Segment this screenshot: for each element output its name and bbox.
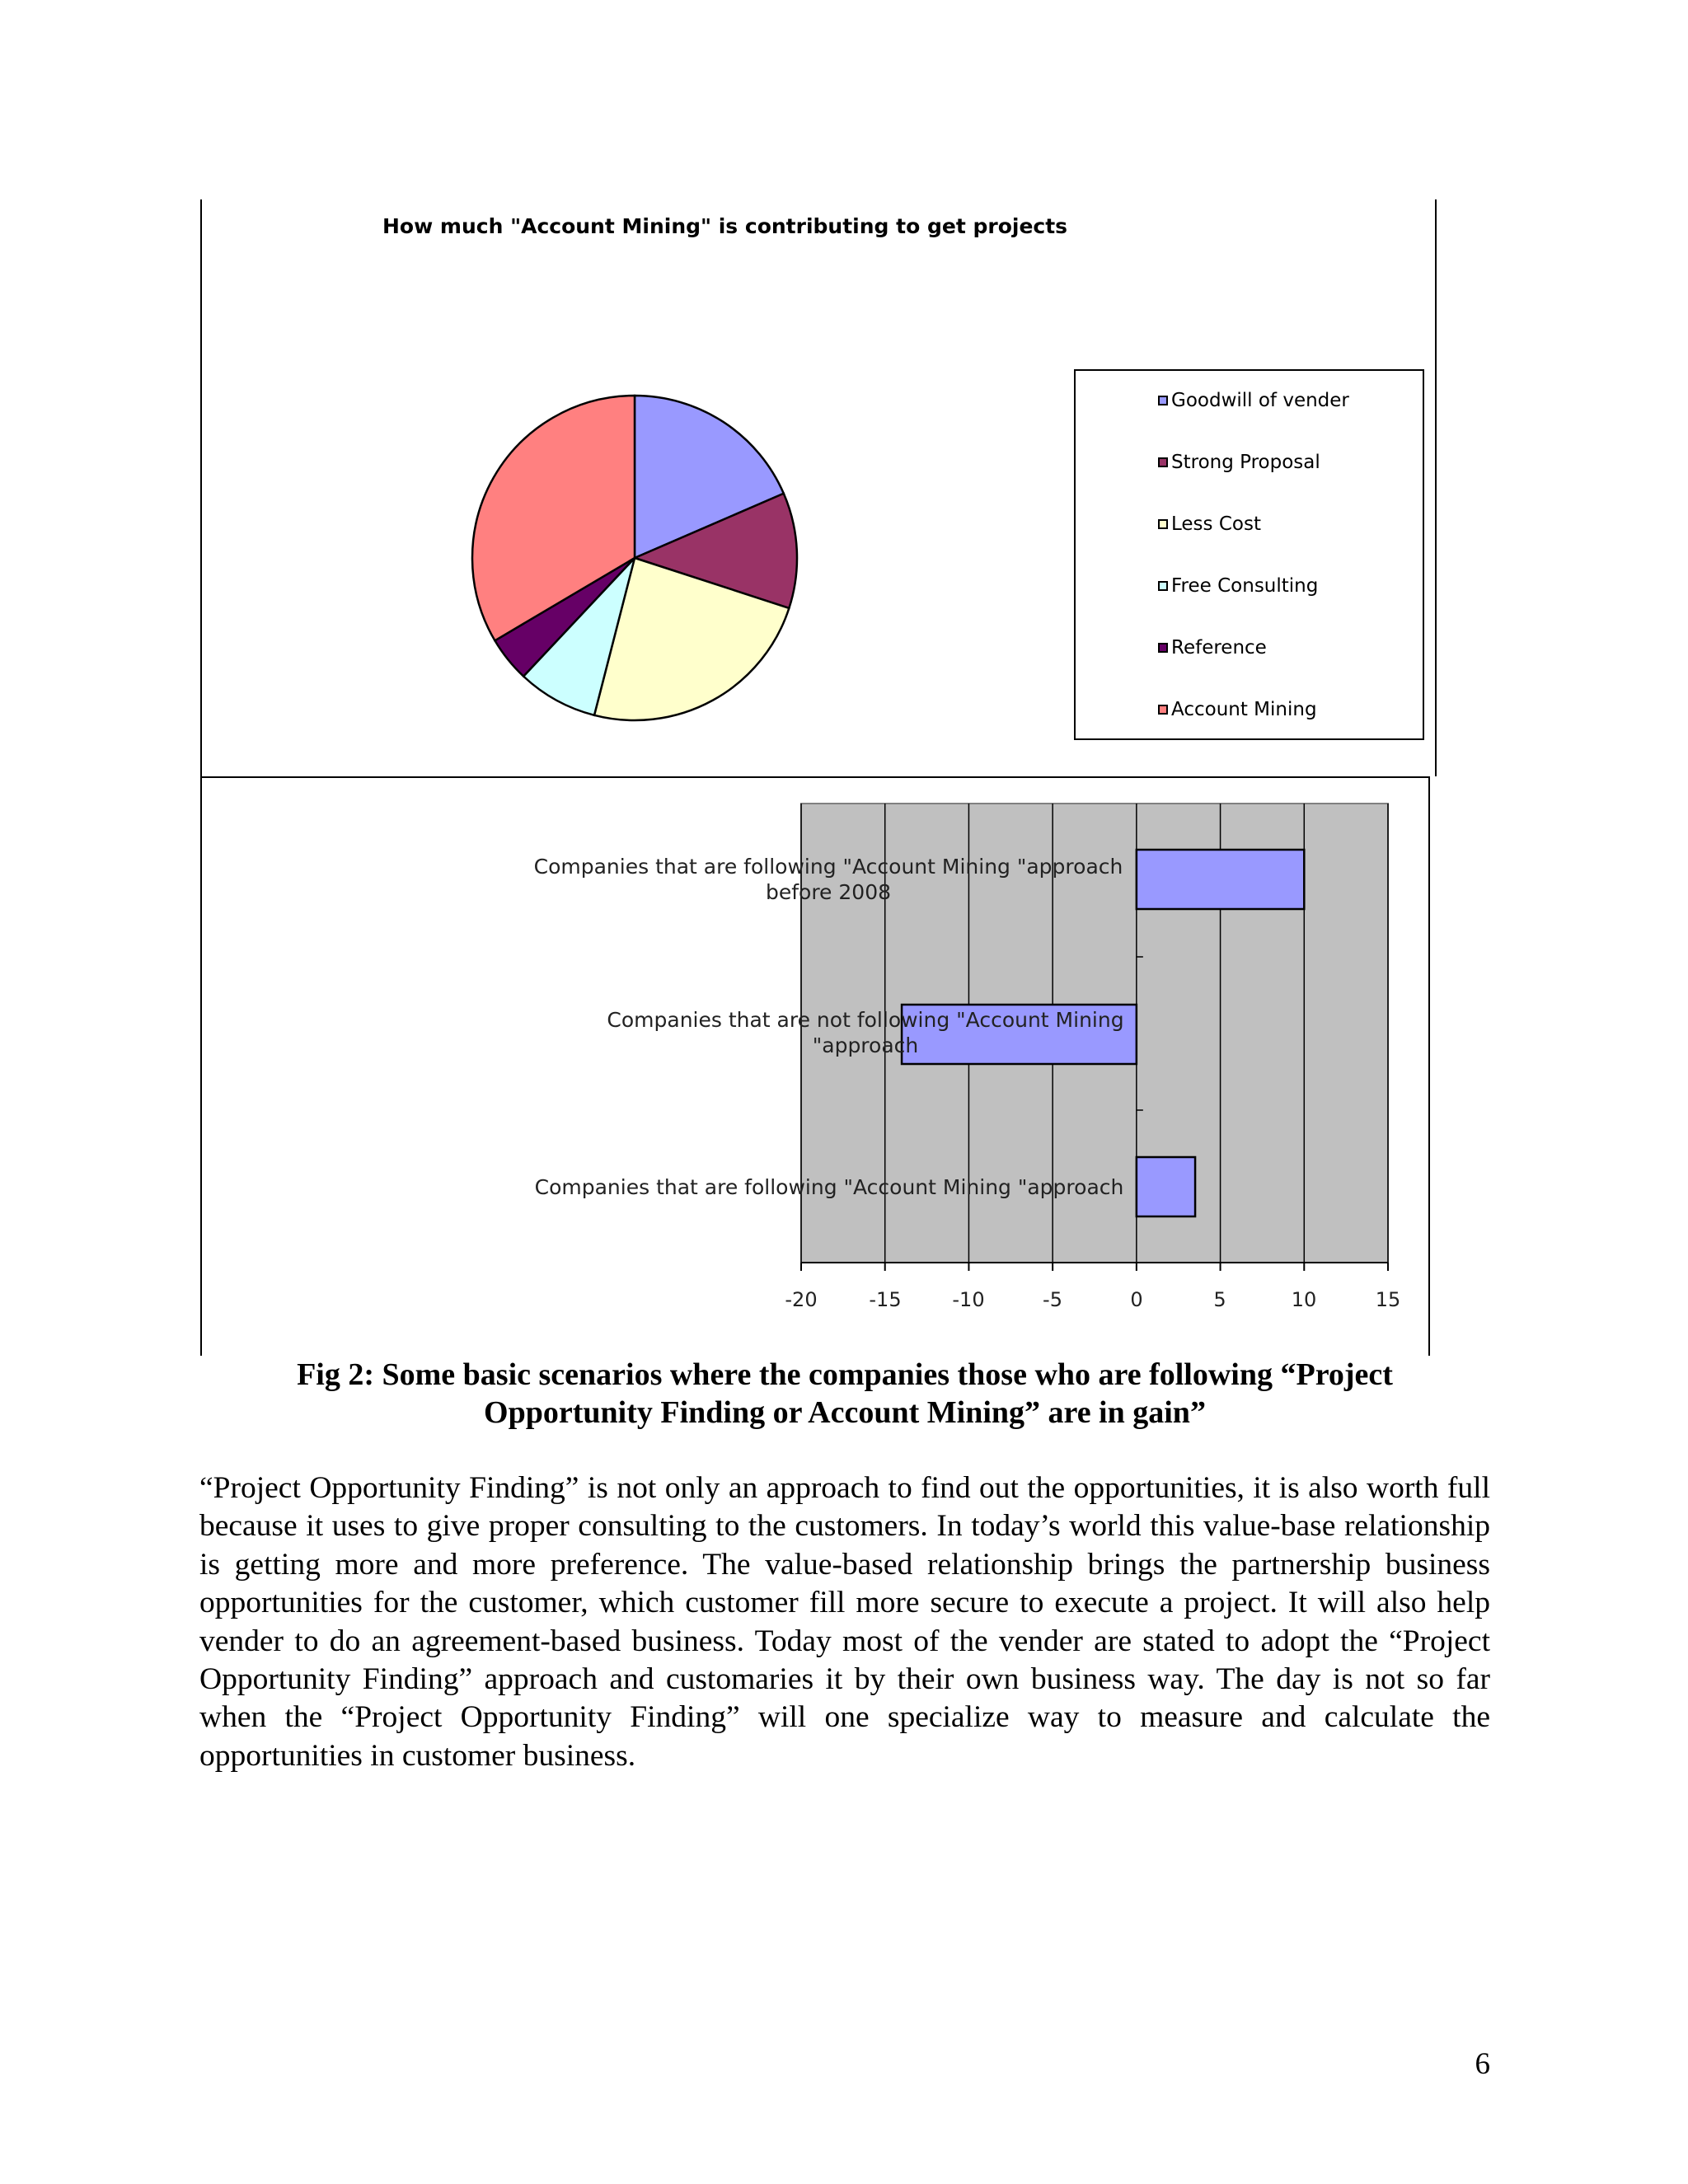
page-number: 6 (1475, 2047, 1490, 2081)
bar-category-label-line1: Companies that are following "Account Mining "approach (533, 855, 1123, 879)
legend-label-free-consulting: Free Consulting (1171, 575, 1319, 597)
legend-label-less-cost: Less Cost (1171, 513, 1261, 535)
x-tick-label: -10 (952, 1288, 985, 1311)
pie-chart-title: How much "Account Mining" is contributing to get projects (382, 214, 1068, 238)
bar-0 (1137, 850, 1304, 909)
legend-label-account-mining: Account Mining (1171, 699, 1317, 720)
bar-category-label-following (528, 1174, 1131, 1200)
legend-label-strong-proposal: Strong Proposal (1171, 452, 1320, 473)
x-tick-label: -15 (869, 1288, 902, 1311)
bar-category-label-line2: "approach (812, 1033, 919, 1057)
x-tick-label: -5 (1043, 1288, 1062, 1311)
x-tick-label: -20 (785, 1288, 818, 1311)
figure-caption-line2: Opportunity Finding or Account Mining” are in gain” (484, 1395, 1206, 1430)
bar-category-label-line2: before 2008 (765, 880, 892, 904)
x-tick-label: 10 (1291, 1288, 1317, 1311)
bar-2 (1137, 1157, 1195, 1216)
bar-category-label-line1: Companies that are following "Account Mining "approach (534, 1175, 1124, 1199)
figure-caption-line1: Fig 2: Some basic scenarios where the companies those who are following “Project (297, 1357, 1393, 1392)
bar-category-label-line1: Companies that are not following "Account Mining (607, 1008, 1124, 1032)
figure-caption (198, 1356, 1492, 1432)
body-paragraph: “Project Opportunity Finding” is not only an approach to find out the opportunities, it is also worth full because it uses to give proper consulting to the customers. In today’s world this value-base relationship is getting more and more preference. The value-based relationship brings the partnership business opportunities for the customer, which customer fill more secure to execute a project. It will also help vender to do an agreement-based business. Today most of the vender are stated to adopt the “Project Opportunity Finding” approach and customaries it by their own business way. The day is not so far when the “Project Opportunity Finding” will one specialize way to measure and calculate the opportunities in customer business. (199, 1471, 1490, 1773)
bar-category-label-not-following (528, 1007, 1203, 1058)
legend-label-goodwill: Goodwill of vender (1171, 390, 1349, 411)
bar-category-label-before-2008 (528, 854, 1129, 905)
x-tick-label: 5 (1213, 1288, 1226, 1311)
x-tick-label: 15 (1375, 1288, 1401, 1311)
legend-label-reference: Reference (1171, 637, 1267, 658)
x-tick-label: 0 (1130, 1288, 1143, 1311)
